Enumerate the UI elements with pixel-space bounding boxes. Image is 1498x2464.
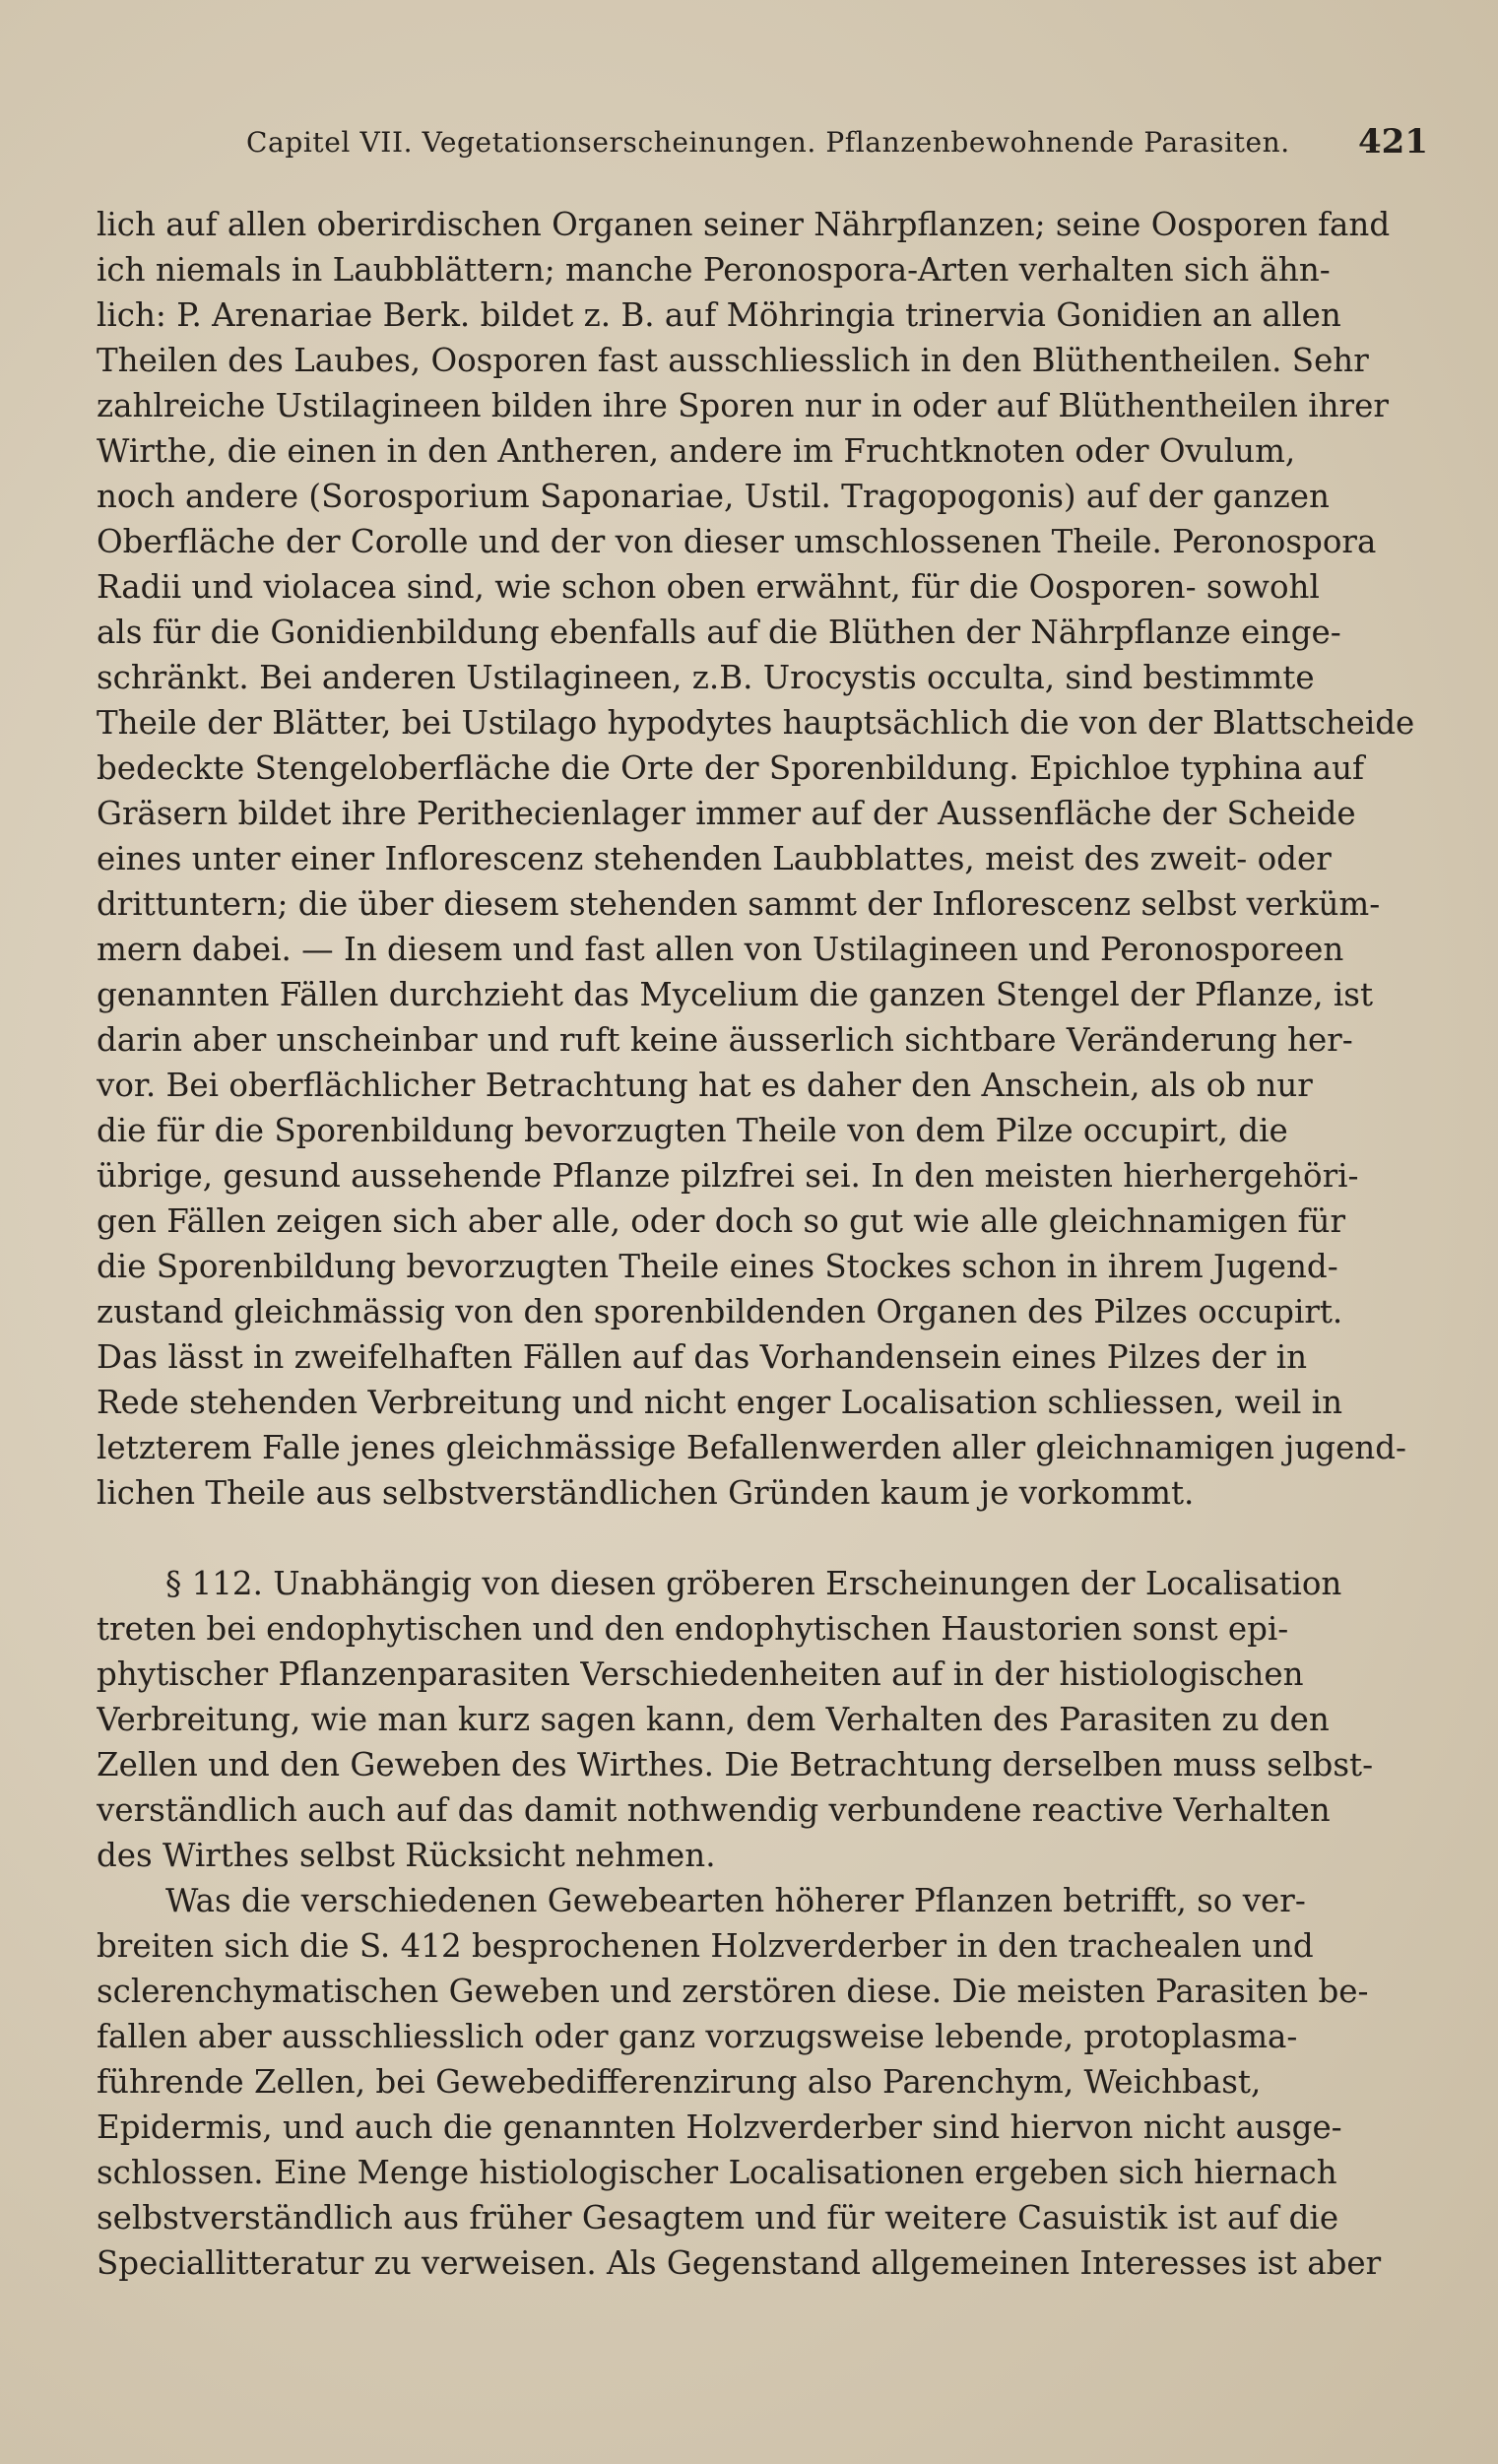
text-line: führende Zellen, bei Gewebedifferenzirung also Parenchym, Weichbast, xyxy=(97,2063,1262,2101)
text-line: die Sporenbildung bevorzugten Theile eines Stockes schon in ihrem Jugend- xyxy=(97,1248,1338,1285)
text-line: als für die Gonidienbildung ebenfalls auf die Blüthen der Nährpflanze einge- xyxy=(97,614,1341,651)
text-line: Was die verschiedenen Gewebearten höherer Pflanzen betrifft, so ver- xyxy=(165,1882,1306,1919)
text-line: Radii und violacea sind, wie schon oben erwähnt, für die Oosporen- sowohl xyxy=(97,568,1320,606)
text-line: letzterem Falle jenes gleichmässige Befallenwerden aller gleichnamigen jugend- xyxy=(97,1429,1407,1466)
section-112-heading-line: § 112. Unabhängig von diesen gröberen Erscheinungen der Localisation xyxy=(165,1565,1342,1602)
text-line: die für die Sporenbildung bevorzugten Theile von dem Pilze occupirt, die xyxy=(97,1112,1288,1149)
text-line: phytischer Pflanzenparasiten Verschiedenheiten auf in der histiologischen xyxy=(97,1655,1304,1693)
text-line: Theile der Blätter, bei Ustilago hypodytes hauptsächlich die von der Blattscheide xyxy=(97,704,1415,742)
text-line: sclerenchymatischen Geweben und zerstören diese. Die meisten Parasiten be- xyxy=(97,1973,1369,2010)
text-line: zustand gleichmässig von den sporenbildenden Organen des Pilzes occupirt. xyxy=(97,1293,1343,1330)
text-line: Verbreitung, wie man kurz sagen kann, dem Verhalten des Parasiten zu den xyxy=(97,1701,1330,1738)
text-line: lichen Theile aus selbstverständlichen Gründen kaum je vorkommt. xyxy=(97,1474,1195,1512)
text-line: treten bei endophytischen und den endophytischen Haustorien sonst epi- xyxy=(97,1610,1289,1648)
text-line: fallen aber ausschliesslich oder ganz vorzugsweise lebende, protoplasma- xyxy=(97,2018,1298,2055)
text-line: bedeckte Stengeloberfläche die Orte der Sporenbildung. Epichloe typhina auf xyxy=(97,749,1365,787)
text-line: drittuntern; die über diesem stehenden sammt der Inflorescenz selbst verküm- xyxy=(97,885,1381,923)
text-line: des Wirthes selbst Rücksicht nehmen. xyxy=(97,1837,716,1874)
paragraph-2 xyxy=(97,1561,1426,1878)
text-line: Gräsern bildet ihre Perithecienlager immer auf der Aussenfläche der Scheide xyxy=(97,795,1356,832)
text-line: Rede stehenden Verbreitung und nicht enger Localisation schliessen, weil in xyxy=(97,1384,1343,1421)
text-line: Das lässt in zweifelhaften Fällen auf das Vorhandensein eines Pilzes der in xyxy=(97,1338,1308,1376)
text-line: Oberfläche der Corolle und der von dieser umschlossenen Theile. Peronospora xyxy=(97,523,1377,560)
body-text xyxy=(97,202,1426,2286)
text-line: übrige, gesund aussehende Pflanze pilzfrei sei. In den meisten hierhergehöri- xyxy=(97,1157,1359,1195)
text-line: gen Fällen zeigen sich aber alle, oder doch so gut wie alle gleichnamigen für xyxy=(97,1202,1346,1240)
page-header xyxy=(246,118,1428,167)
text-line: genannten Fällen durchzieht das Mycelium die ganzen Stengel der Pflanze, ist xyxy=(97,976,1374,1013)
paragraph-spacer xyxy=(97,1516,1426,1561)
text-line: noch andere (Sorosporium Saponariae, Ustil. Tragopogonis) auf der ganzen xyxy=(97,478,1330,515)
text-line: lich: P. Arenariae Berk. bildet z. B. auf Möhringia trinervia Gonidien an allen xyxy=(97,296,1341,334)
text-line: schlossen. Eine Menge histiologischer Localisationen ergeben sich hiernach xyxy=(97,2154,1337,2191)
text-line: Zellen und den Geweben des Wirthes. Die Betrachtung derselben muss selbst- xyxy=(97,1746,1374,1783)
page-number: 421 xyxy=(1358,122,1428,162)
text-line: Epidermis, und auch die genannten Holzverderber sind hiervon nicht ausge- xyxy=(97,2108,1342,2146)
text-line: Theilen des Laubes, Oosporen fast ausschliesslich in den Blüthentheilen. Sehr xyxy=(97,342,1369,379)
text-line: darin aber unscheinbar und ruft keine äusserlich sichtbare Veränderung her- xyxy=(97,1021,1353,1059)
running-head: Capitel VII. Vegetationserscheinungen. Pflanzenbewohnende Parasiten. xyxy=(246,126,1290,159)
text-line: breiten sich die S. 412 besprochenen Holzverderber in den trachealen und xyxy=(97,1927,1314,1965)
paragraph-1 xyxy=(97,202,1426,1516)
text-line: Wirthe, die einen in den Antheren, andere im Fruchtknoten oder Ovulum, xyxy=(97,432,1296,470)
text-line: schränkt. Bei anderen Ustilagineen, z.B. Urocystis occulta, sind bestimmte xyxy=(97,659,1315,696)
paragraph-3 xyxy=(97,1878,1426,2286)
text-line: ich niemals in Laubblättern; manche Peronospora-Arten verhalten sich ähn- xyxy=(97,251,1331,289)
text-line: eines unter einer Inflorescenz stehenden Laubblattes, meist des zweit- oder xyxy=(97,840,1332,877)
text-line: verständlich auch auf das damit nothwendig verbundene reactive Verhalten xyxy=(97,1791,1331,1829)
text-line: vor. Bei oberflächlicher Betrachtung hat es daher den Anschein, als ob nur xyxy=(97,1067,1313,1104)
text-line: zahlreiche Ustilagineen bilden ihre Sporen nur in oder auf Blüthentheilen ihrer xyxy=(97,387,1389,424)
text-line: selbstverständlich aus früher Gesagtem und für weitere Casuistik ist auf die xyxy=(97,2199,1339,2237)
text-line: Speciallitteratur zu verweisen. Als Gegenstand allgemeinen Interesses ist aber xyxy=(97,2244,1382,2282)
text-line: lich auf allen oberirdischen Organen seiner Nährpflanzen; seine Oosporen fand xyxy=(97,206,1391,243)
text-line: mern dabei. — In diesem und fast allen von Ustilagineen und Peronosporeen xyxy=(97,931,1344,968)
